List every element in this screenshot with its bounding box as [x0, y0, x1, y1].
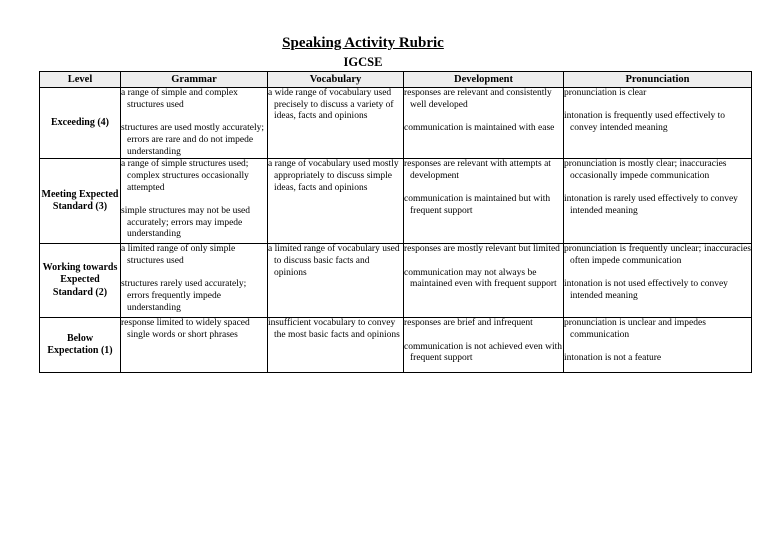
- criterion-text: response limited to widely spaced single words or short phrases: [121, 318, 250, 340]
- header-pronunciation: Pronunciation: [564, 72, 752, 88]
- table-row: [40, 318, 752, 373]
- criterion-text: a limited range of only simple structures used: [121, 244, 236, 266]
- criterion-text: insufficient vocabulary to convey the most basic facts and opinions: [268, 318, 400, 340]
- criterion-text: a range of vocabulary used mostly appropriately to discuss simple ideas, facts and opinions: [268, 159, 399, 193]
- criterion-text: communication is maintained with ease: [404, 123, 555, 134]
- pronunciation-cell: [564, 318, 752, 373]
- vocabulary-cell: [268, 88, 404, 159]
- header-level: Level: [40, 72, 121, 88]
- criterion-text: communication may not always be maintained even with frequent support: [404, 267, 557, 290]
- grammar-cell: [121, 318, 268, 373]
- level-cell: Meeting Expected Standard (3): [40, 159, 121, 244]
- rubric-table: [39, 71, 752, 373]
- criterion-text: a range of simple and complex structures used: [121, 88, 238, 110]
- criterion-text: pronunciation is clear: [564, 88, 647, 98]
- criterion-text: intonation is frequently used effectively to convey intended meaning: [564, 111, 726, 134]
- level-cell: Exceeding (4): [40, 88, 121, 159]
- table-row: [40, 244, 752, 318]
- level-cell: Below Expectation (1): [40, 318, 121, 373]
- grammar-cell: [121, 244, 268, 318]
- vocabulary-cell: [268, 244, 404, 318]
- grammar-cell: [121, 88, 268, 159]
- criterion-text: structures rarely used accurately; errors frequently impede understanding: [121, 279, 247, 313]
- criterion-text: intonation is not a feature: [564, 353, 662, 364]
- vocabulary-cell: [268, 318, 404, 373]
- grammar-cell: [121, 159, 268, 244]
- criterion-text: responses are relevant with attempts at development: [404, 159, 551, 181]
- criterion-text: responses are mostly relevant but limited: [404, 244, 560, 255]
- criterion-text: intonation is not used effectively to convey intended meaning: [564, 279, 728, 301]
- level-cell: Working towards Expected Standard (2): [40, 244, 121, 318]
- criterion-text: responses are brief and infrequent: [404, 318, 533, 329]
- criterion-text: pronunciation is unclear and impedes communication: [564, 318, 706, 340]
- development-cell: [404, 88, 564, 159]
- criterion-text: simple structures may not be used accurately; errors may impede understanding: [121, 206, 251, 240]
- criterion-text: a range of simple structures used; complex structures occasionally attempted: [121, 159, 249, 193]
- development-cell: [404, 318, 564, 373]
- criterion-text: responses are relevant and consistently well developed: [404, 88, 552, 110]
- development-cell: [404, 159, 564, 244]
- criterion-text: communication is not achieved even with frequent support: [404, 341, 563, 364]
- criterion-text: a limited range of vocabulary used to discuss basic facts and opinions: [268, 244, 400, 278]
- pronunciation-cell: [564, 88, 752, 159]
- pronunciation-cell: [564, 244, 752, 318]
- criterion-text: structures are used mostly accurately; errors are rare and do not impede understanding: [121, 123, 264, 157]
- table-row: [40, 88, 752, 159]
- header-row: [40, 72, 752, 88]
- criterion-text: pronunciation is frequently unclear; inaccuracies often impede communication: [564, 244, 751, 266]
- document-title: Speaking Activity Rubric: [282, 35, 444, 51]
- header-vocabulary: Vocabulary: [268, 72, 404, 88]
- header-development: Development: [404, 72, 564, 88]
- criterion-text: pronunciation is mostly clear; inaccuracies occasionally impede communication: [564, 159, 727, 181]
- criterion-text: a wide range of vocabulary used precisely to discuss a variety of ideas, facts and opinions: [268, 88, 394, 122]
- document-subtitle: IGCSE: [343, 55, 383, 69]
- vocabulary-cell: [268, 159, 404, 244]
- criterion-text: intonation is rarely used effectively to convey intended meaning: [564, 194, 738, 216]
- header-grammar: Grammar: [121, 72, 268, 88]
- table-row: [40, 159, 752, 244]
- development-cell: [404, 244, 564, 318]
- criterion-text: communication is maintained but with frequent support: [404, 194, 551, 216]
- pronunciation-cell: [564, 159, 752, 244]
